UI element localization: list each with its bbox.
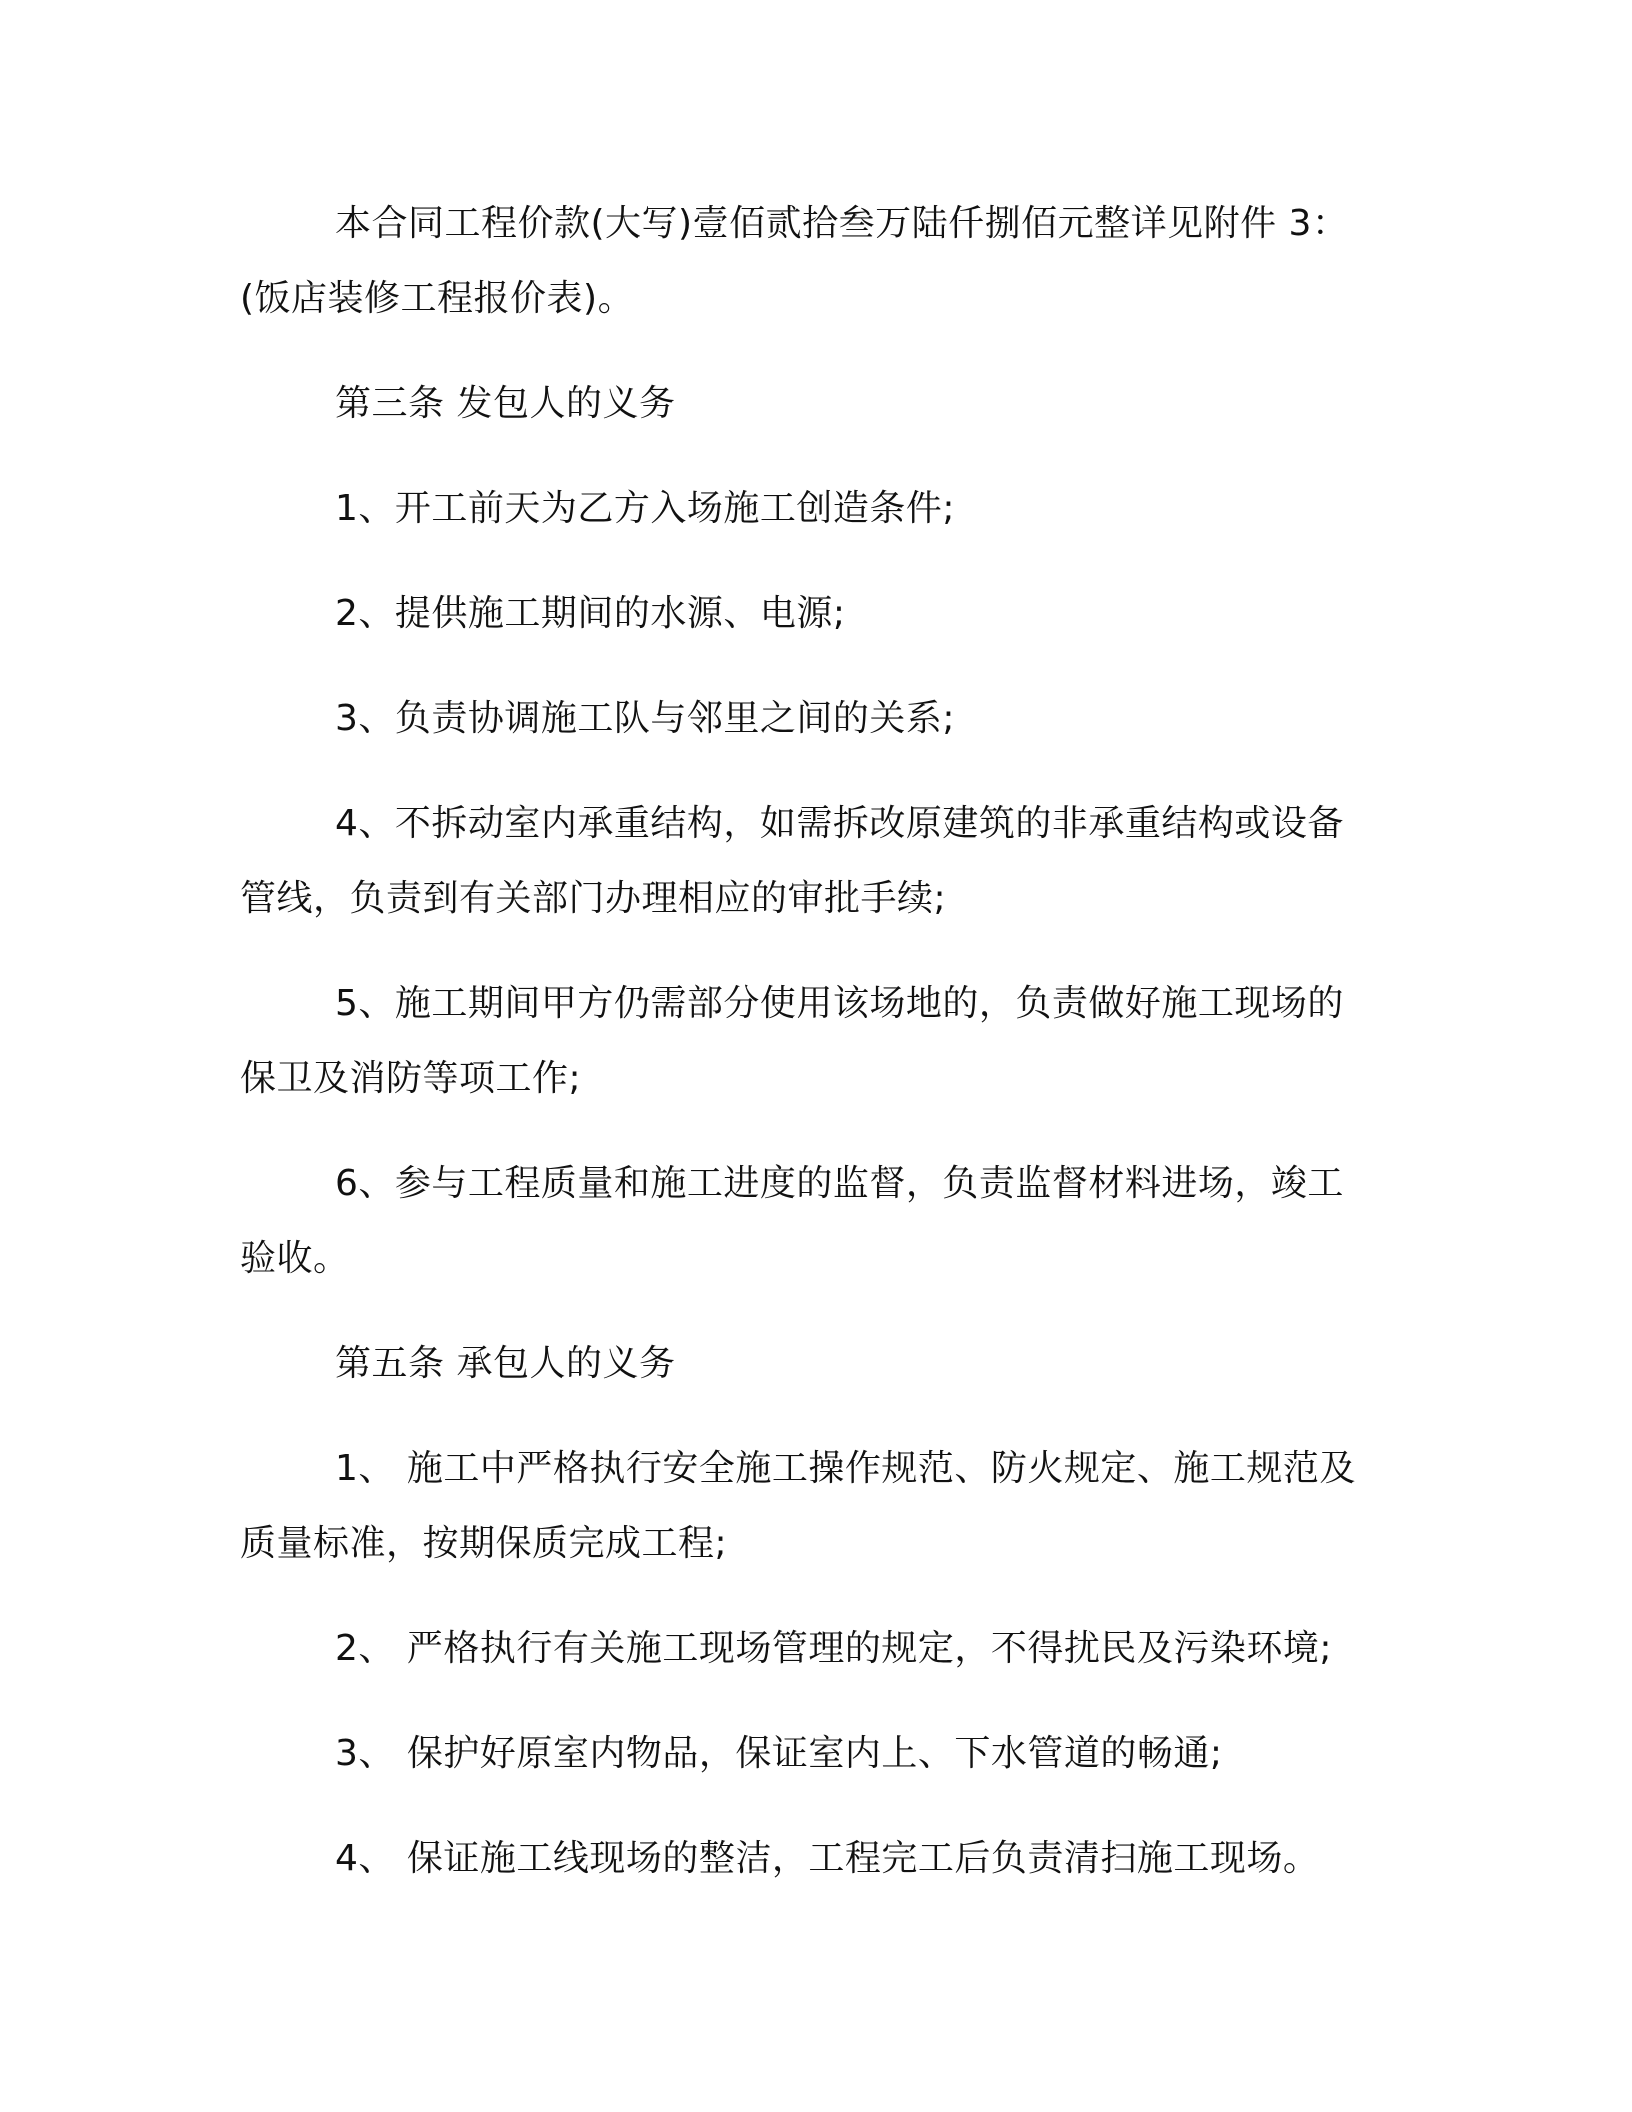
employer-duty-item-6: 6、参与工程质量和施工进度的监督，负责监督材料进场，竣工验收。 — [240, 1163, 1344, 1279]
employer-duty-item-4: 4、不拆动室内承重结构，如需拆改原建筑的非承重结构或设备管线，负责到有关部门办理相应的审批手续; — [240, 803, 1344, 919]
contractor-duty-item-2: 2、 严格执行有关施工现场管理的规定，不得扰民及污染环境; — [335, 1628, 1332, 1669]
document-body — [240, 186, 1370, 1926]
contractor-duty-item-1: 1、 施工中严格执行安全施工操作规范、防火规定、施工规范及质量标准，按期保质完成工程; — [240, 1448, 1356, 1564]
article-three-heading: 第三条 发包人的义务 — [335, 383, 676, 424]
contractor-duty-item-3: 3、 保护好原室内物品，保证室内上、下水管道的畅通; — [335, 1733, 1223, 1774]
employer-duty-item-3: 3、负责协调施工队与邻里之间的关系; — [335, 698, 956, 739]
employer-duty-item-5: 5、施工期间甲方仍需部分使用该场地的，负责做好施工现场的保卫及消防等项工作; — [240, 983, 1344, 1099]
employer-duty-item-1: 1、开工前天为乙方入场施工创造条件; — [335, 488, 956, 529]
employer-duty-item-2: 2、提供施工期间的水源、电源; — [335, 593, 846, 634]
article-five-heading: 第五条 承包人的义务 — [335, 1343, 676, 1384]
contract-price-paragraph: 本合同工程价款(大写)壹佰贰拾叁万陆仟捌佰元整详见附件 3：(饭店装修工程报价表)。 — [240, 203, 1349, 319]
contractor-duty-item-4: 4、 保证施工线现场的整洁，工程完工后负责清扫施工现场。 — [335, 1838, 1320, 1879]
